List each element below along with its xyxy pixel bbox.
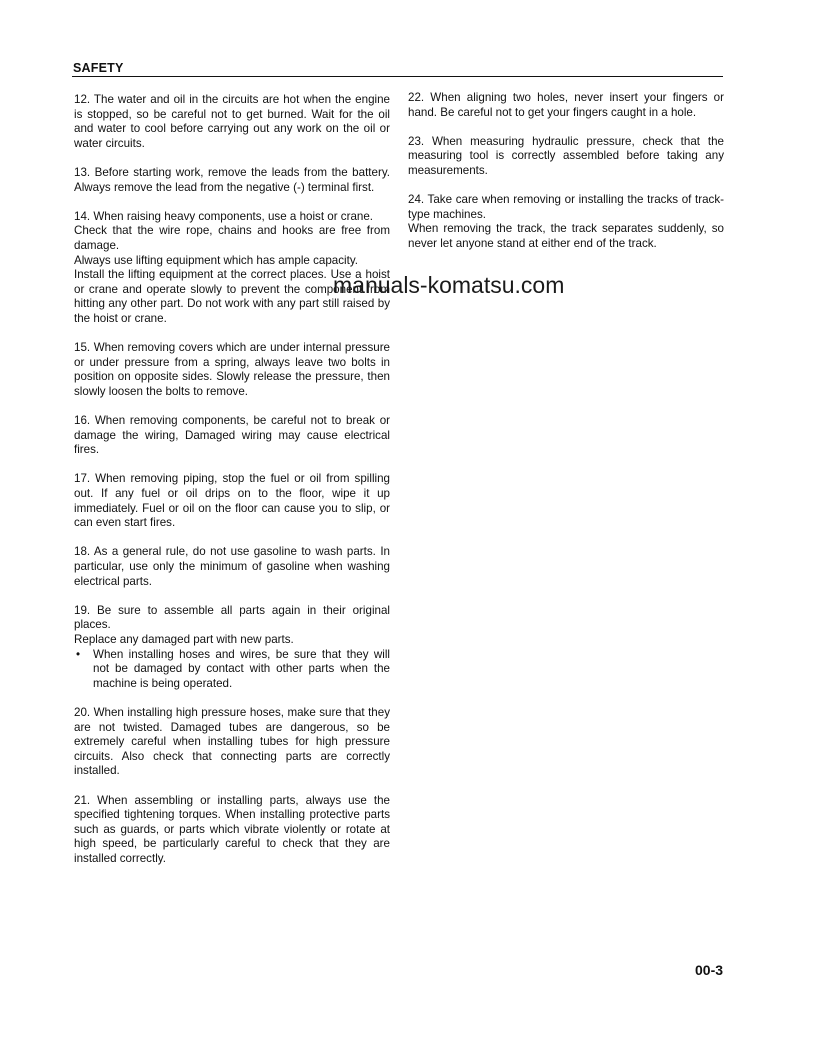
paragraph-text: 17. When removing piping, stop the fuel or oil from spilling out. If any fuel or oil drips on to the floor, wipe it up immediately. Fuel or oil on the floor can cause you to slip, or can even start fires. <box>74 472 390 530</box>
paragraph-text: When removing the track, the track separates suddenly, so never let anyone stand at either end of the track. <box>408 222 724 250</box>
paragraph-text: Check that the wire rope, chains and hooks are free from damage. <box>74 224 390 252</box>
safety-item-20 <box>74 706 390 779</box>
paragraph-text: 19. Be sure to assemble all parts again in their original places. <box>74 603 390 632</box>
bullet-text: When installing hoses and wires, be sure that they will not be damaged by contact with other parts when the machine is being operated. <box>93 647 390 690</box>
bullet-item <box>74 648 390 692</box>
page-number: 00-3 <box>695 962 724 978</box>
bullet-dot-icon: • <box>76 647 81 661</box>
watermark: manuals-komatsu.com <box>333 272 565 298</box>
paragraph-text: 18. As a general rule, do not use gasoline to wash parts. In particular, use only the minimum of gasoline when washing electrical parts. <box>74 545 390 588</box>
header-rule <box>72 76 723 77</box>
safety-item-21 <box>74 794 390 867</box>
safety-item-16 <box>74 414 390 458</box>
paragraph-text: 20. When installing high pressure hoses, make sure that they are not twisted. Damaged tubes are dangerous, so be extremely careful when installing tubes for high pressure circuits. Also check that connecting parts are correctly installed. <box>74 705 390 778</box>
safety-item-12 <box>74 93 390 151</box>
paragraph-text: 22. When aligning two holes, never insert your fingers or hand. Be careful not to get your fingers caught in a hole. <box>408 91 724 119</box>
safety-item-23 <box>408 135 724 179</box>
safety-item-19 <box>74 604 390 692</box>
paragraph-text: 16. When removing components, be careful not to break or damage the wiring, Damaged wiring may cause electrical fires. <box>74 414 390 457</box>
safety-item-17 <box>74 472 390 530</box>
paragraph-text: 23. When measuring hydraulic pressure, check that the measuring tool is correctly assembled before taking any measurements. <box>408 134 724 177</box>
safety-item-22 <box>408 91 724 120</box>
safety-item-18 <box>74 545 390 589</box>
safety-item-24 <box>408 193 724 251</box>
safety-item-13 <box>74 166 390 195</box>
paragraph-text: 15. When removing covers which are under internal pressure or under pressure from a spring, always leave two bolts in position on opposite sides. Slowly release the pressure, then slowly loosen the bolts to remove. <box>74 341 390 398</box>
paragraph-text: 13. Before starting work, remove the leads from the battery. Always remove the lead from the negative (-) terminal first. <box>74 165 390 194</box>
paragraph-text: Install the lifting equipment at the correct places. Use a hoist or crane and operate slowly to prevent the component from hitting any other part. Do not work with any part still raised by the hoist or crane. <box>74 268 390 325</box>
paragraph-text: Replace any damaged part with new parts. <box>74 632 294 646</box>
paragraph-text: 21. When assembling or installing parts, always use the specified tightening torques. When installing protective parts such as guards, or parts which vibrate violently or rotate at high speed, be particularly careful to check that they are installed correctly. <box>74 793 390 865</box>
left-column <box>74 93 390 881</box>
safety-item-15 <box>74 341 390 399</box>
safety-item-14 <box>74 210 390 327</box>
paragraph-text: 24. Take care when removing or installing the tracks of track-type machines. <box>408 193 724 221</box>
paragraph-text: Always use lifting equipment which has ample capacity. <box>74 253 358 267</box>
section-title: SAFETY <box>73 61 124 75</box>
right-column <box>408 91 724 266</box>
paragraph-text: 12. The water and oil in the circuits are hot when the engine is stopped, so be careful not to get burned. Wait for the oil and water to cool before carrying out any work on the oil or water circuits. <box>74 93 390 150</box>
paragraph-text: 14. When raising heavy components, use a hoist or crane. <box>74 209 374 223</box>
